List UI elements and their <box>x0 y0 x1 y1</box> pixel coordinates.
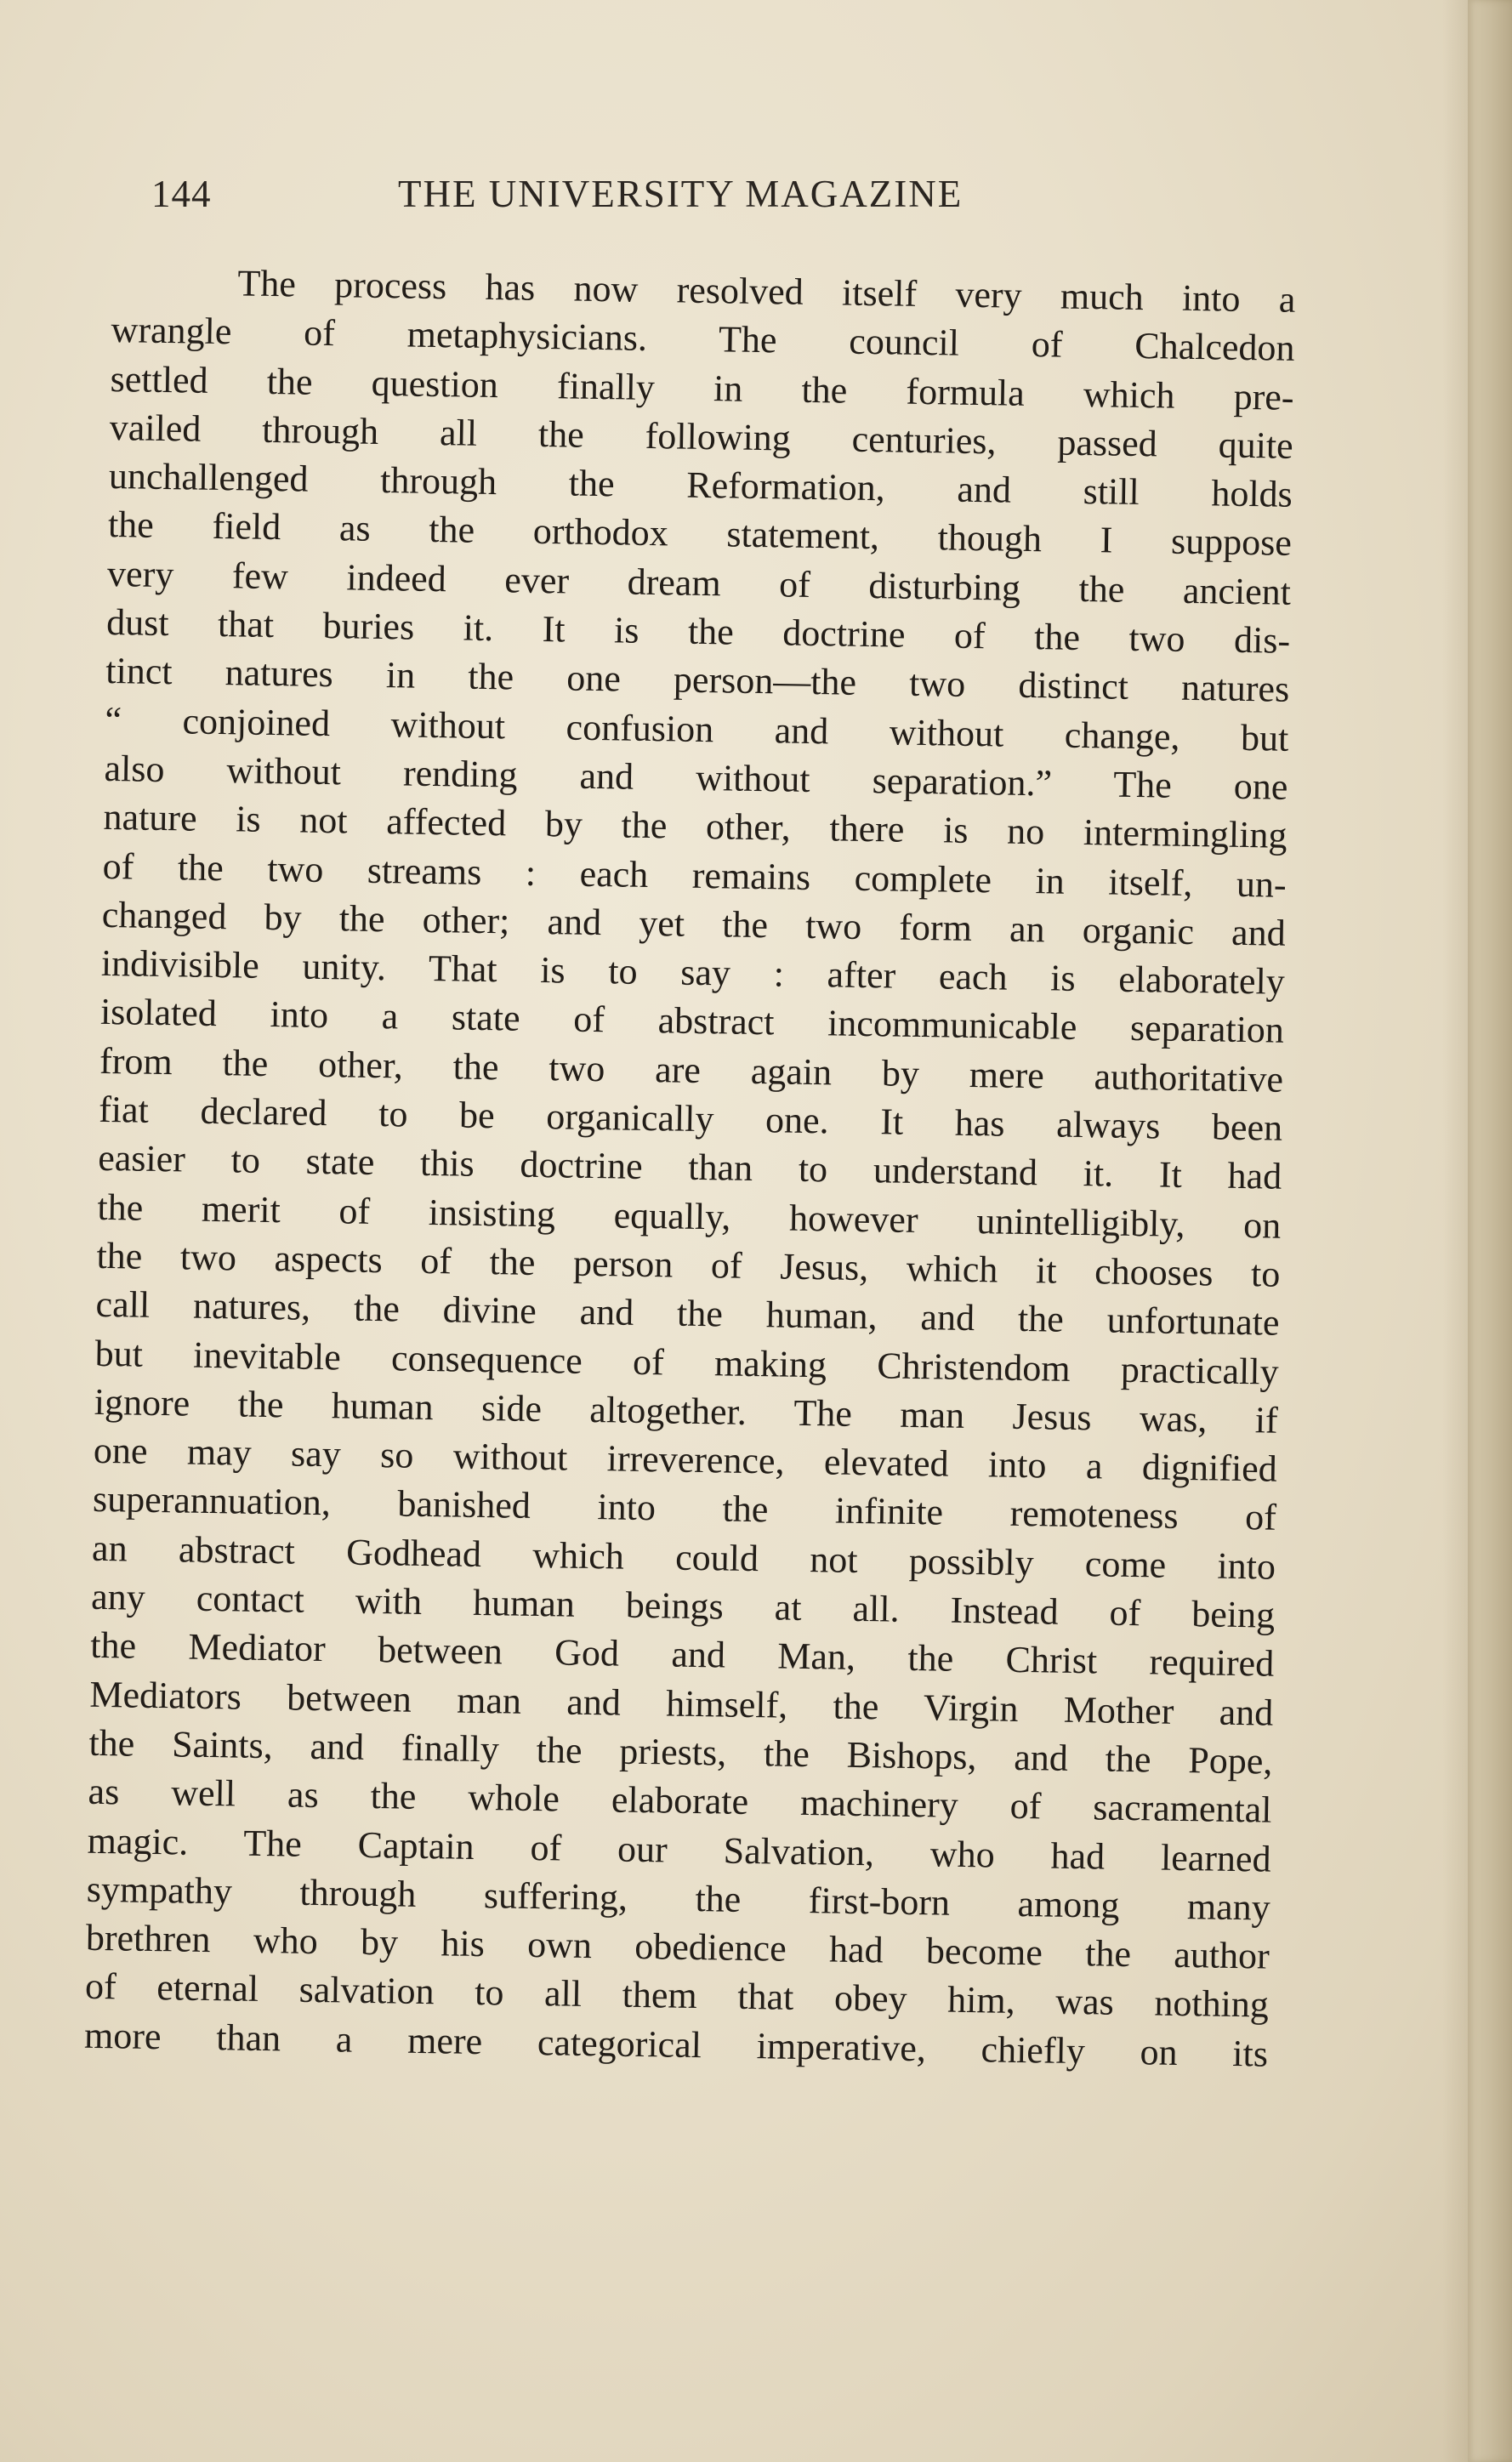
text-line: fiat declared to be organically one. It has always been <box>98 1088 1283 1149</box>
text-line: wrangle of metaphysicians. The council of Chalcedon <box>111 309 1295 370</box>
body-paragraph <box>84 257 1296 2078</box>
text-line: brethren who by his own obedience had become the author <box>85 1916 1270 1977</box>
text-line: tinct natures in the one person—the two distinct natures <box>105 650 1290 711</box>
text-line: Mediators between man and himself, the Virgin Mother and <box>89 1673 1274 1734</box>
text-line: but inevitable consequence of making Christendom practically <box>94 1332 1279 1393</box>
text-line: call natures, the divine and the human, and the unfortunate <box>95 1283 1280 1344</box>
text-line: as well as the whole elaborate machinery of sacramental <box>88 1770 1272 1831</box>
journal-title: THE UNIVERSITY MAGAZINE <box>398 173 963 215</box>
running-head <box>151 172 1308 223</box>
text-line: of eternal salvation to all them that obey him, was nothing <box>84 1965 1270 2027</box>
text-line: vailed through all the following centuries, passed quite <box>109 406 1294 467</box>
text-line: nature is not affected by the other, there is no intermingling <box>103 796 1287 857</box>
text-line: unchallenged through the Reformation, and still holds <box>108 455 1293 516</box>
text-line: one may say so without irreverence, elevated into a dignified <box>93 1429 1278 1490</box>
text-line: of the two streams : each remains complete in itself, un- <box>102 844 1287 906</box>
page-number: 144 <box>151 173 212 215</box>
text-line: the Saints, and finally the priests, the Bishops, and the Pope, <box>88 1721 1273 1783</box>
text-line: the two aspects of the person of Jesus, which it chooses to <box>96 1234 1281 1295</box>
text-line: isolated into a state of abstract incommunicable separation <box>99 991 1285 1052</box>
text-line: easier to state this doctrine than to understand it. It had <box>97 1137 1282 1198</box>
text-line: magic. The Captain of our Salvation, who had learned <box>87 1819 1271 1880</box>
text-line: more than a mere categorical imperative, chiefly on its <box>83 2014 1269 2075</box>
text-line: also without rending and without separation.” The one <box>104 747 1288 808</box>
text-line: ignore the human side altogether. The man Jesus was, if <box>94 1380 1279 1441</box>
text-line: the merit of insisting equally, however unintelligibly, on <box>97 1186 1282 1247</box>
text-line: settled the question finally in the formula which pre- <box>110 357 1294 418</box>
text-line: sympathy through suffering, the first-born among many <box>86 1868 1271 1929</box>
text-line: superannuation, banished into the infinite remoteness of <box>92 1478 1277 1539</box>
text-line: any contact with human beings at all. Instead of being <box>90 1575 1276 1636</box>
text-line: very few indeed ever dream of disturbing the ancient <box>106 552 1292 613</box>
text-line: the Mediator between God and Man, the Christ required <box>89 1624 1275 1685</box>
text-line: changed by the other; and yet the two form an organic and <box>101 893 1287 954</box>
text-line: dust that buries it. It is the doctrine of the two dis- <box>105 601 1291 662</box>
text-line: The process has now resolved itself very much into a <box>237 262 1296 321</box>
page-gutter-shadow <box>1442 0 1468 2462</box>
text-line: from the other, the two are again by mere authoritative <box>99 1039 1284 1100</box>
text-line: “ conjoined without confusion and without change, but <box>105 698 1289 759</box>
text-line: the field as the orthodox statement, though I suppose <box>107 503 1293 565</box>
page-edge <box>1468 0 1512 2462</box>
text-line: an abstract Godhead which could not possibly come into <box>91 1527 1276 1588</box>
text-line: indivisible unity. That is to say : after each is elaborately <box>100 942 1286 1003</box>
